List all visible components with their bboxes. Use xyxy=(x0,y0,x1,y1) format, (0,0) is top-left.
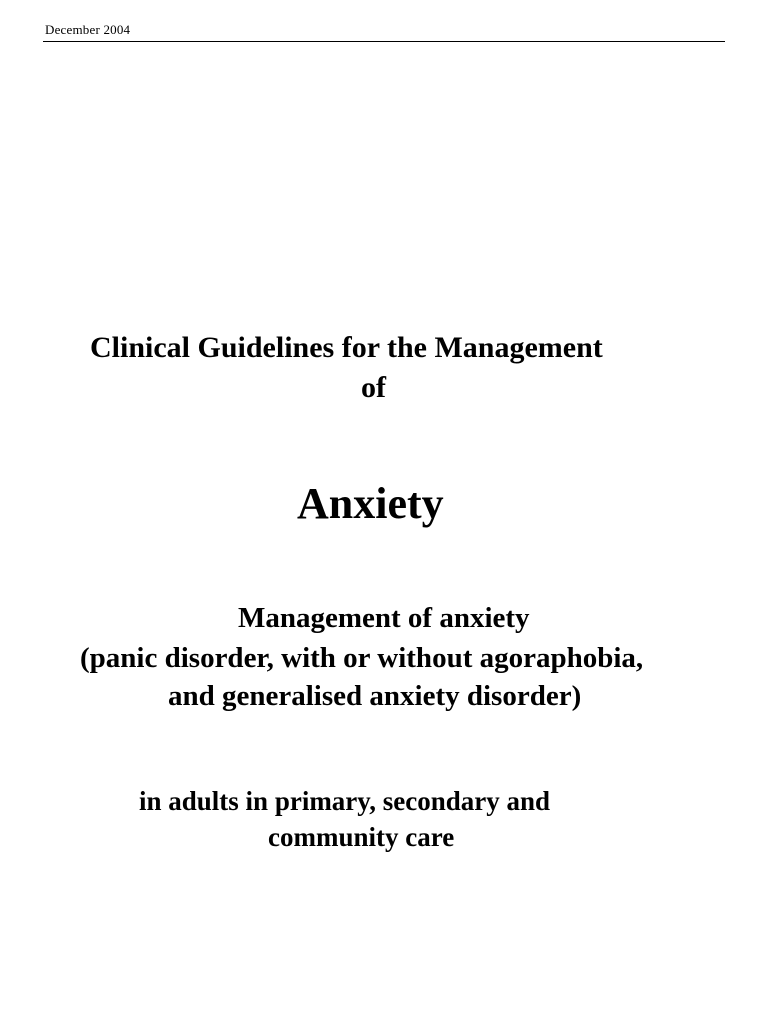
scope-line-2: (panic disorder, with or without agoraphobia, xyxy=(80,642,644,674)
header-date: December 2004 xyxy=(45,22,131,37)
title-line-1: Clinical Guidelines for the Management xyxy=(90,331,603,364)
setting-line-1: in adults in primary, secondary and xyxy=(139,786,551,816)
setting-line-2: community care xyxy=(268,822,455,852)
scope-line-1: Management of anxiety xyxy=(238,602,530,634)
document-subject: Anxiety xyxy=(297,479,444,528)
scope-line-3: and generalised anxiety disorder) xyxy=(168,680,582,712)
title-line-2: of xyxy=(361,371,386,404)
header-rule xyxy=(43,41,725,42)
